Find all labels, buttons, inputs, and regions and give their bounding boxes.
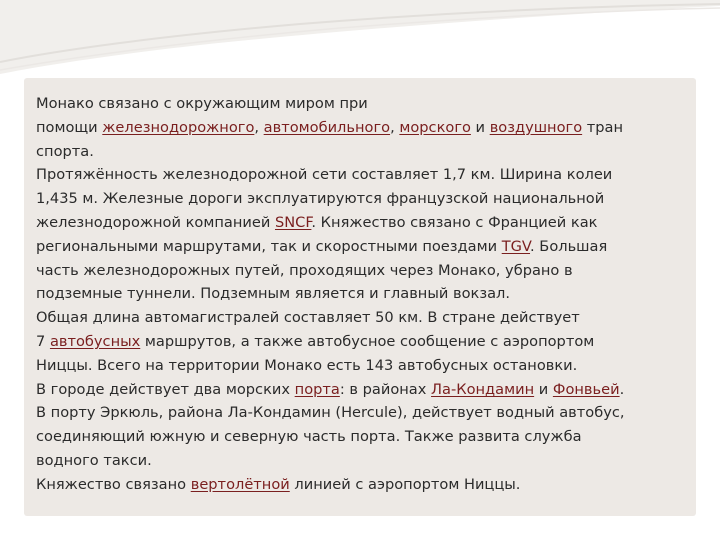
text-line — [36, 140, 696, 164]
text-segment: 7 — [36, 332, 50, 350]
text-segment: Княжество связано — [36, 475, 191, 493]
text-line — [36, 401, 696, 425]
link-port[interactable]: порта — [294, 380, 340, 398]
text-line — [36, 211, 696, 235]
text-segment: Ниццы. Всего на территории Монако есть 143 автобусных остановки. — [36, 356, 578, 374]
text-segment: В порту Эркюль, района Ла-Кондамин (Hercule), действует водный автобус, — [36, 404, 625, 422]
text-segment: Монако связано с окружающим миром при — [36, 95, 368, 112]
link-bus[interactable]: автобусных — [49, 332, 141, 350]
text-line — [36, 235, 696, 259]
text-segment: : в районах — [339, 380, 432, 398]
text-segment: линией с аэропортом Ниццы. — [289, 475, 521, 493]
text-segment: . Большая — [530, 237, 608, 255]
text-segment: В городе действует два морских — [36, 380, 295, 398]
text-segment: и — [470, 118, 490, 136]
text-segment: водного такси. — [36, 451, 152, 469]
text-segment: помощи — [36, 118, 103, 136]
text-line — [36, 163, 696, 187]
text-segment: соединяющий южную и северную часть порта. Также развита служба — [36, 428, 582, 446]
text-line — [36, 116, 696, 140]
link-railway[interactable]: железнодорожного — [102, 118, 255, 136]
text-segment: Протяжённость железнодорожной сети составляет 1,7 км. Ширина колеи — [36, 166, 613, 184]
text-segment: подземные туннели. Подземным является и главный вокзал. — [36, 285, 511, 303]
article-body — [36, 92, 696, 497]
text-line — [36, 354, 696, 378]
text-segment: . — [619, 380, 625, 398]
text-segment: 1,435 м. Железные дороги эксплуатируются французской национальной — [36, 190, 605, 208]
link-road[interactable]: автомобильного — [263, 118, 391, 136]
text-line — [36, 473, 696, 497]
text-segment: , — [390, 118, 400, 136]
text-line — [36, 449, 696, 473]
text-line — [36, 425, 696, 449]
text-line — [36, 330, 696, 354]
text-line — [36, 259, 696, 283]
text-line — [36, 378, 696, 402]
text-segment: региональными маршрутами, так и скоростными поездами — [36, 237, 502, 255]
text-segment: железнодорожной компанией — [36, 213, 275, 231]
text-line — [36, 92, 696, 116]
link-la-condamine[interactable]: Ла-Кондамин — [431, 380, 535, 398]
text-segment: тран — [582, 118, 624, 136]
text-segment: Общая длина автомагистралей составляет 50 км. В стране действует — [36, 309, 580, 327]
link-sea[interactable]: морского — [399, 118, 471, 136]
link-tgv[interactable]: TGV — [501, 237, 531, 255]
text-segment: спорта. — [36, 142, 94, 160]
text-segment: и — [534, 380, 553, 398]
text-segment: . Княжество связано с Францией как — [311, 213, 598, 231]
text-line — [36, 306, 696, 330]
text-segment: , — [254, 118, 264, 136]
text-segment: часть железнодорожных путей, проходящих через Монако, убрано в — [36, 261, 573, 279]
text-segment: маршрутов, а также автобусное сообщение с аэропортом — [140, 332, 595, 350]
link-sncf[interactable]: SNCF — [274, 213, 312, 231]
text-line — [36, 282, 696, 306]
link-air[interactable]: воздушного — [489, 118, 583, 136]
link-helicopter[interactable]: вертолётной — [190, 475, 290, 493]
link-fontvieille[interactable]: Фонвьей — [552, 380, 620, 398]
text-line — [36, 187, 696, 211]
